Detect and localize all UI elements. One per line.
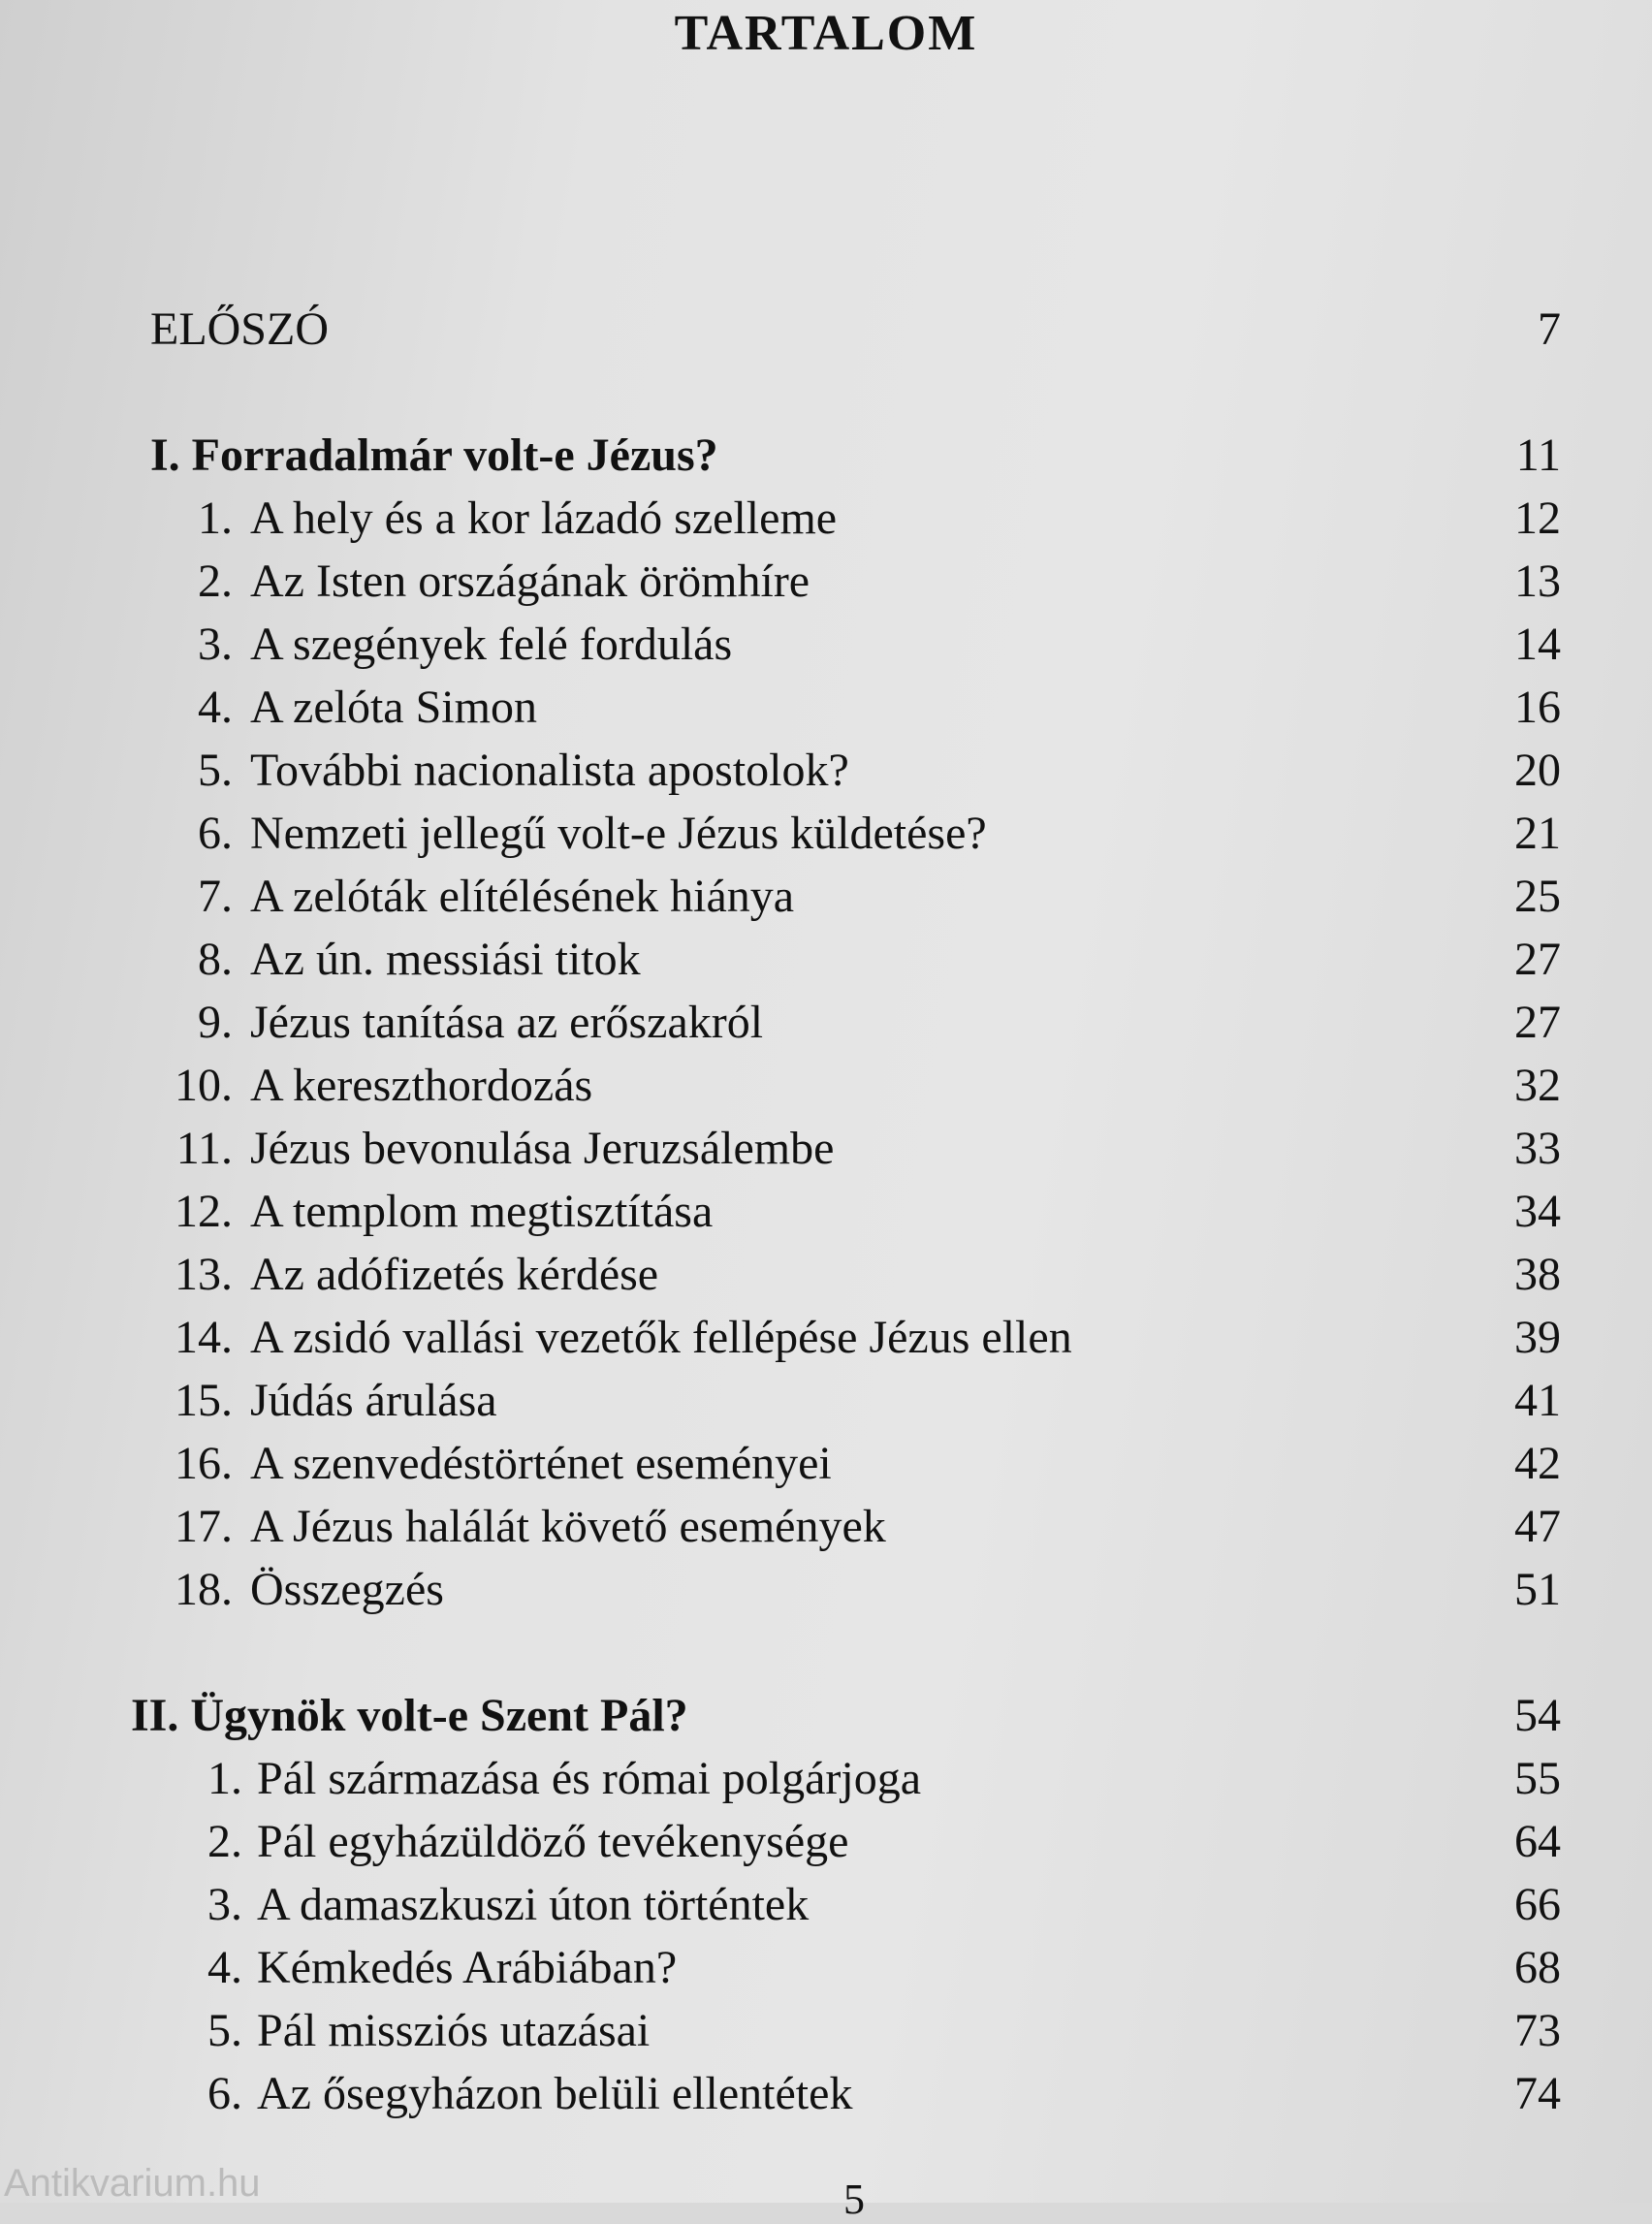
toc-page-number: 64 xyxy=(1514,1816,1561,1867)
toc-item-number: 9. xyxy=(198,997,233,1048)
toc-item-label: A hely és a kor lázadó szelleme xyxy=(250,492,838,544)
toc-page-number: 39 xyxy=(1514,1312,1561,1363)
toc-item xyxy=(0,679,1652,737)
watermark xyxy=(4,2164,261,2203)
toc-item-number: 6. xyxy=(198,808,233,859)
toc-item-label: Kémkedés Arábiában? xyxy=(257,1942,678,1993)
toc-item-number: 6. xyxy=(207,2068,242,2119)
toc-item-label: További nacionalista apostolok? xyxy=(250,745,849,796)
toc-item xyxy=(0,742,1652,800)
toc-item-label: A kereszthordozás xyxy=(250,1060,593,1111)
toc-page-number: 27 xyxy=(1514,934,1561,985)
toc-item-number: 12. xyxy=(175,1186,233,1237)
toc-item-number: 2. xyxy=(198,556,233,607)
toc-item xyxy=(0,1750,1652,1808)
toc-item xyxy=(0,1309,1652,1367)
toc-item xyxy=(0,1561,1652,1619)
toc-item xyxy=(0,2002,1652,2060)
toc-item-label: A zelóta Simon xyxy=(250,682,537,733)
toc-item-number: 18. xyxy=(175,1564,233,1615)
toc-page-number: 11 xyxy=(1515,429,1561,481)
toc-item-number: 4. xyxy=(207,1942,242,1993)
toc-page-number: 42 xyxy=(1514,1438,1561,1489)
toc-item-label: Jézus bevonulása Jeruzsálembe xyxy=(250,1123,835,1174)
toc-item-number: 8. xyxy=(198,934,233,985)
toc-item-number: 4. xyxy=(198,682,233,733)
toc-preface xyxy=(0,301,1652,359)
toc-item xyxy=(0,1183,1652,1241)
toc-item xyxy=(0,1372,1652,1430)
toc-item xyxy=(0,553,1652,611)
toc-item-number: 3. xyxy=(207,1879,242,1930)
toc-item-number: 7. xyxy=(198,871,233,922)
toc-item-number: 11. xyxy=(175,1123,233,1174)
toc-page-number: 14 xyxy=(1514,619,1561,670)
toc-page-number: 51 xyxy=(1514,1564,1561,1615)
toc-item-label: A zsidó vallási vezetők fellépése Jézus ellen xyxy=(250,1312,1072,1363)
toc-item-label: A szegények felé fordulás xyxy=(250,619,733,670)
toc-item xyxy=(0,805,1652,863)
watermark-text: Antikvarium.hu xyxy=(4,2162,261,2205)
toc-item-label: Az adófizetés kérdése xyxy=(250,1249,659,1300)
toc-item-label: Júdás árulása xyxy=(250,1375,497,1426)
toc-item-label: Az Isten országának örömhíre xyxy=(250,556,810,607)
toc-item-label: Nemzeti jellegű volt-e Jézus küldetése? xyxy=(250,808,987,859)
toc-page-number: 13 xyxy=(1514,556,1561,607)
toc-item xyxy=(0,868,1652,926)
toc-item-label: A szenvedéstörténet eseményei xyxy=(250,1438,832,1489)
toc-item-label: Pál missziós utazásai xyxy=(257,2005,651,2056)
toc-item-number: 1. xyxy=(198,492,233,544)
toc-item xyxy=(0,1246,1652,1304)
toc-item-label: A zelóták elítélésének hiánya xyxy=(250,871,795,922)
toc-item xyxy=(0,1498,1652,1556)
toc-page-number: 16 xyxy=(1514,682,1561,733)
toc-item-label: A Jézus halálát követő események xyxy=(250,1501,886,1552)
toc-item xyxy=(0,616,1652,674)
toc-page-number: 54 xyxy=(1514,1690,1561,1741)
toc-item xyxy=(0,1057,1652,1115)
toc-page-number: 32 xyxy=(1514,1060,1561,1111)
toc-item-label: Az ún. messiási titok xyxy=(250,934,641,985)
toc-page-number: 66 xyxy=(1514,1879,1561,1930)
toc-section xyxy=(0,1687,1652,1745)
toc-page-number: 12 xyxy=(1514,492,1561,544)
toc-section xyxy=(0,427,1652,485)
toc-item xyxy=(0,2065,1652,2123)
toc-item-label: Jézus tanítása az erőszakról xyxy=(250,997,764,1048)
toc-page-number: 20 xyxy=(1514,745,1561,796)
toc-page-number: 68 xyxy=(1514,1942,1561,1993)
toc-page-number: 34 xyxy=(1514,1186,1561,1237)
toc-item-label: Pál egyházüldöző tevékenysége xyxy=(257,1816,849,1867)
toc-item xyxy=(0,1435,1652,1493)
page-title: TARTALOM xyxy=(674,6,978,61)
toc-page-number: 33 xyxy=(1514,1123,1561,1174)
toc-page-number: 7 xyxy=(1538,303,1561,355)
toc-item xyxy=(0,490,1652,548)
toc-item xyxy=(0,1939,1652,1997)
toc-item-number: 13. xyxy=(175,1249,233,1300)
toc-heading-label: I. Forradalmár volt-e Jézus? xyxy=(150,429,718,481)
toc-item-number: 14. xyxy=(175,1312,233,1363)
toc-heading-label: ELŐSZÓ xyxy=(150,303,329,355)
toc-page-number: 41 xyxy=(1514,1375,1561,1426)
toc-page-number: 21 xyxy=(1514,808,1561,859)
toc-item-label: Pál származása és római polgárjoga xyxy=(257,1753,922,1804)
toc-item xyxy=(0,1120,1652,1178)
toc-item-number: 17. xyxy=(175,1501,233,1552)
toc-item-number: 2. xyxy=(207,1816,242,1867)
toc-page-number: 25 xyxy=(1514,871,1561,922)
toc-page-number: 38 xyxy=(1514,1249,1561,1300)
toc-item-number: 15. xyxy=(175,1375,233,1426)
toc-page-number: 47 xyxy=(1514,1501,1561,1552)
toc-item-label: A damaszkuszi úton történtek xyxy=(257,1879,810,1930)
toc-item xyxy=(0,994,1652,1052)
toc-item-number: 16. xyxy=(175,1438,233,1489)
page-number: 5 xyxy=(843,2176,865,2223)
toc-item-number: 5. xyxy=(198,745,233,796)
toc-page-number: 73 xyxy=(1514,2005,1561,2056)
toc-item xyxy=(0,1876,1652,1934)
toc-page-number: 55 xyxy=(1514,1753,1561,1804)
toc-item-label: A templom megtisztítása xyxy=(250,1186,714,1237)
toc-item-number: 1. xyxy=(207,1753,242,1804)
toc-item xyxy=(0,1813,1652,1871)
toc-item-number: 3. xyxy=(198,619,233,670)
toc-item-number: 10. xyxy=(175,1060,233,1111)
toc-item-number: 5. xyxy=(207,2005,242,2056)
toc-item-label: Az ősegyházon belüli ellentétek xyxy=(257,2068,853,2119)
toc-heading-label: II. Ügynök volt-e Szent Pál? xyxy=(131,1690,688,1741)
toc-item xyxy=(0,931,1652,989)
toc-item-label: Összegzés xyxy=(250,1564,444,1615)
toc-page-number: 74 xyxy=(1514,2068,1561,2119)
toc-page-number: 27 xyxy=(1514,997,1561,1048)
